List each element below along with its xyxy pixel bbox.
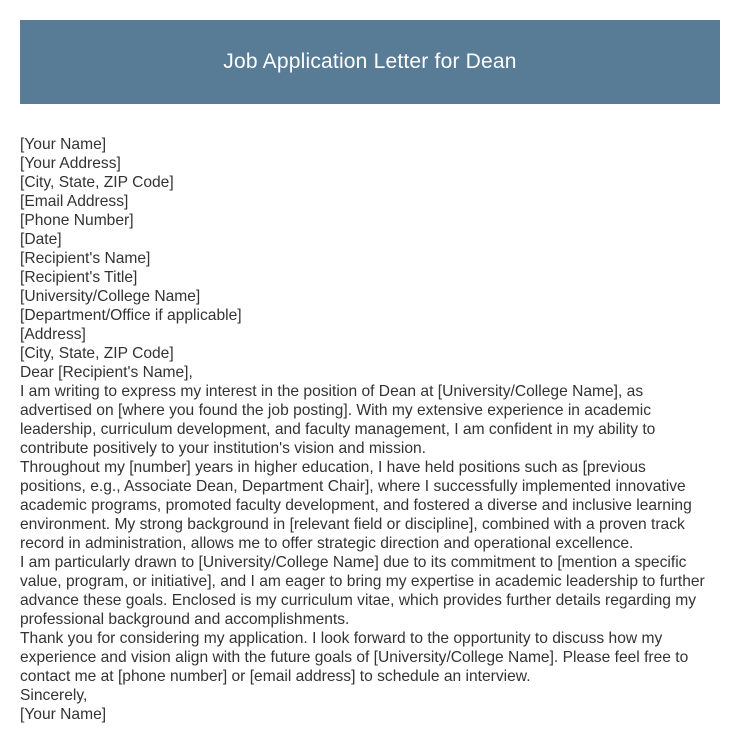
recipient-city-state-zip: [City, State, ZIP Code] [20,345,174,362]
paragraph-line: record in administration, allows me to offer strategic direction and operational excellence. [20,535,634,552]
paragraph-line: leadership, curriculum development, and faculty management, I am confident in my ability to [20,421,656,438]
document-page [20,0,720,724]
paragraph-line: contact me at [phone number] or [email address] to schedule an interview. [20,668,531,685]
sender-name: [Your Name] [20,136,107,153]
letter-date: [Date] [20,231,62,248]
paragraph-line: academic programs, promoted faculty development, and fostered a diverse and inclusive learning [20,497,692,514]
letter-body [20,135,720,724]
paragraph-line: advertised on [where you found the job posting]. With my extensive experience in academic [20,402,652,419]
header-banner [20,20,720,104]
paragraph-line: I am particularly drawn to [University/College Name] due to its commitment to [mention a specific [20,554,687,571]
recipient-department: [Department/Office if applicable] [20,307,242,324]
paragraph-line: advance these goals. Enclosed is my curriculum vitae, which provides further details regarding my [20,592,697,609]
paragraph-line: Throughout my [number] years in higher education, I have held positions such as [previous [20,459,646,476]
paragraph-line: environment. My strong background in [relevant field or discipline], combined with a proven track [20,516,685,533]
sender-email: [Email Address] [20,193,129,210]
recipient-institution: [University/College Name] [20,288,201,305]
closing: Sincerely, [20,687,88,704]
recipient-title: [Recipient's Title] [20,269,138,286]
recipient-address: [Address] [20,326,86,343]
paragraph-line: contribute positively to your institution's vision and mission. [20,440,427,457]
signature: [Your Name] [20,706,107,723]
sender-phone: [Phone Number] [20,212,134,229]
paragraph-line: experience and vision align with the future goals of [University/College Name]. Please feel free to [20,649,689,666]
body-paragraph-1 [20,382,720,458]
salutation: Dear [Recipient's Name], [20,364,193,381]
page-title: Job Application Letter for Dean [223,50,517,73]
sender-city-state-zip: [City, State, ZIP Code] [20,174,174,191]
paragraph-line: I am writing to express my interest in the position of Dean at [University/College Name], as [20,383,644,400]
sender-address: [Your Address] [20,155,121,172]
recipient-name: [Recipient's Name] [20,250,151,267]
paragraph-line: value, program, or initiative], and I am eager to bring my expertise in academic leadership to further [20,573,705,590]
paragraph-line: professional background and accomplishments. [20,611,350,628]
paragraph-line: Thank you for considering my application. I look forward to the opportunity to discuss how my [20,630,663,647]
body-paragraph-2 [20,458,720,553]
paragraph-line: positions, e.g., Associate Dean, Department Chair], where I successfully implemented innovative [20,478,686,495]
body-paragraph-3 [20,553,720,629]
body-paragraph-4 [20,629,720,686]
